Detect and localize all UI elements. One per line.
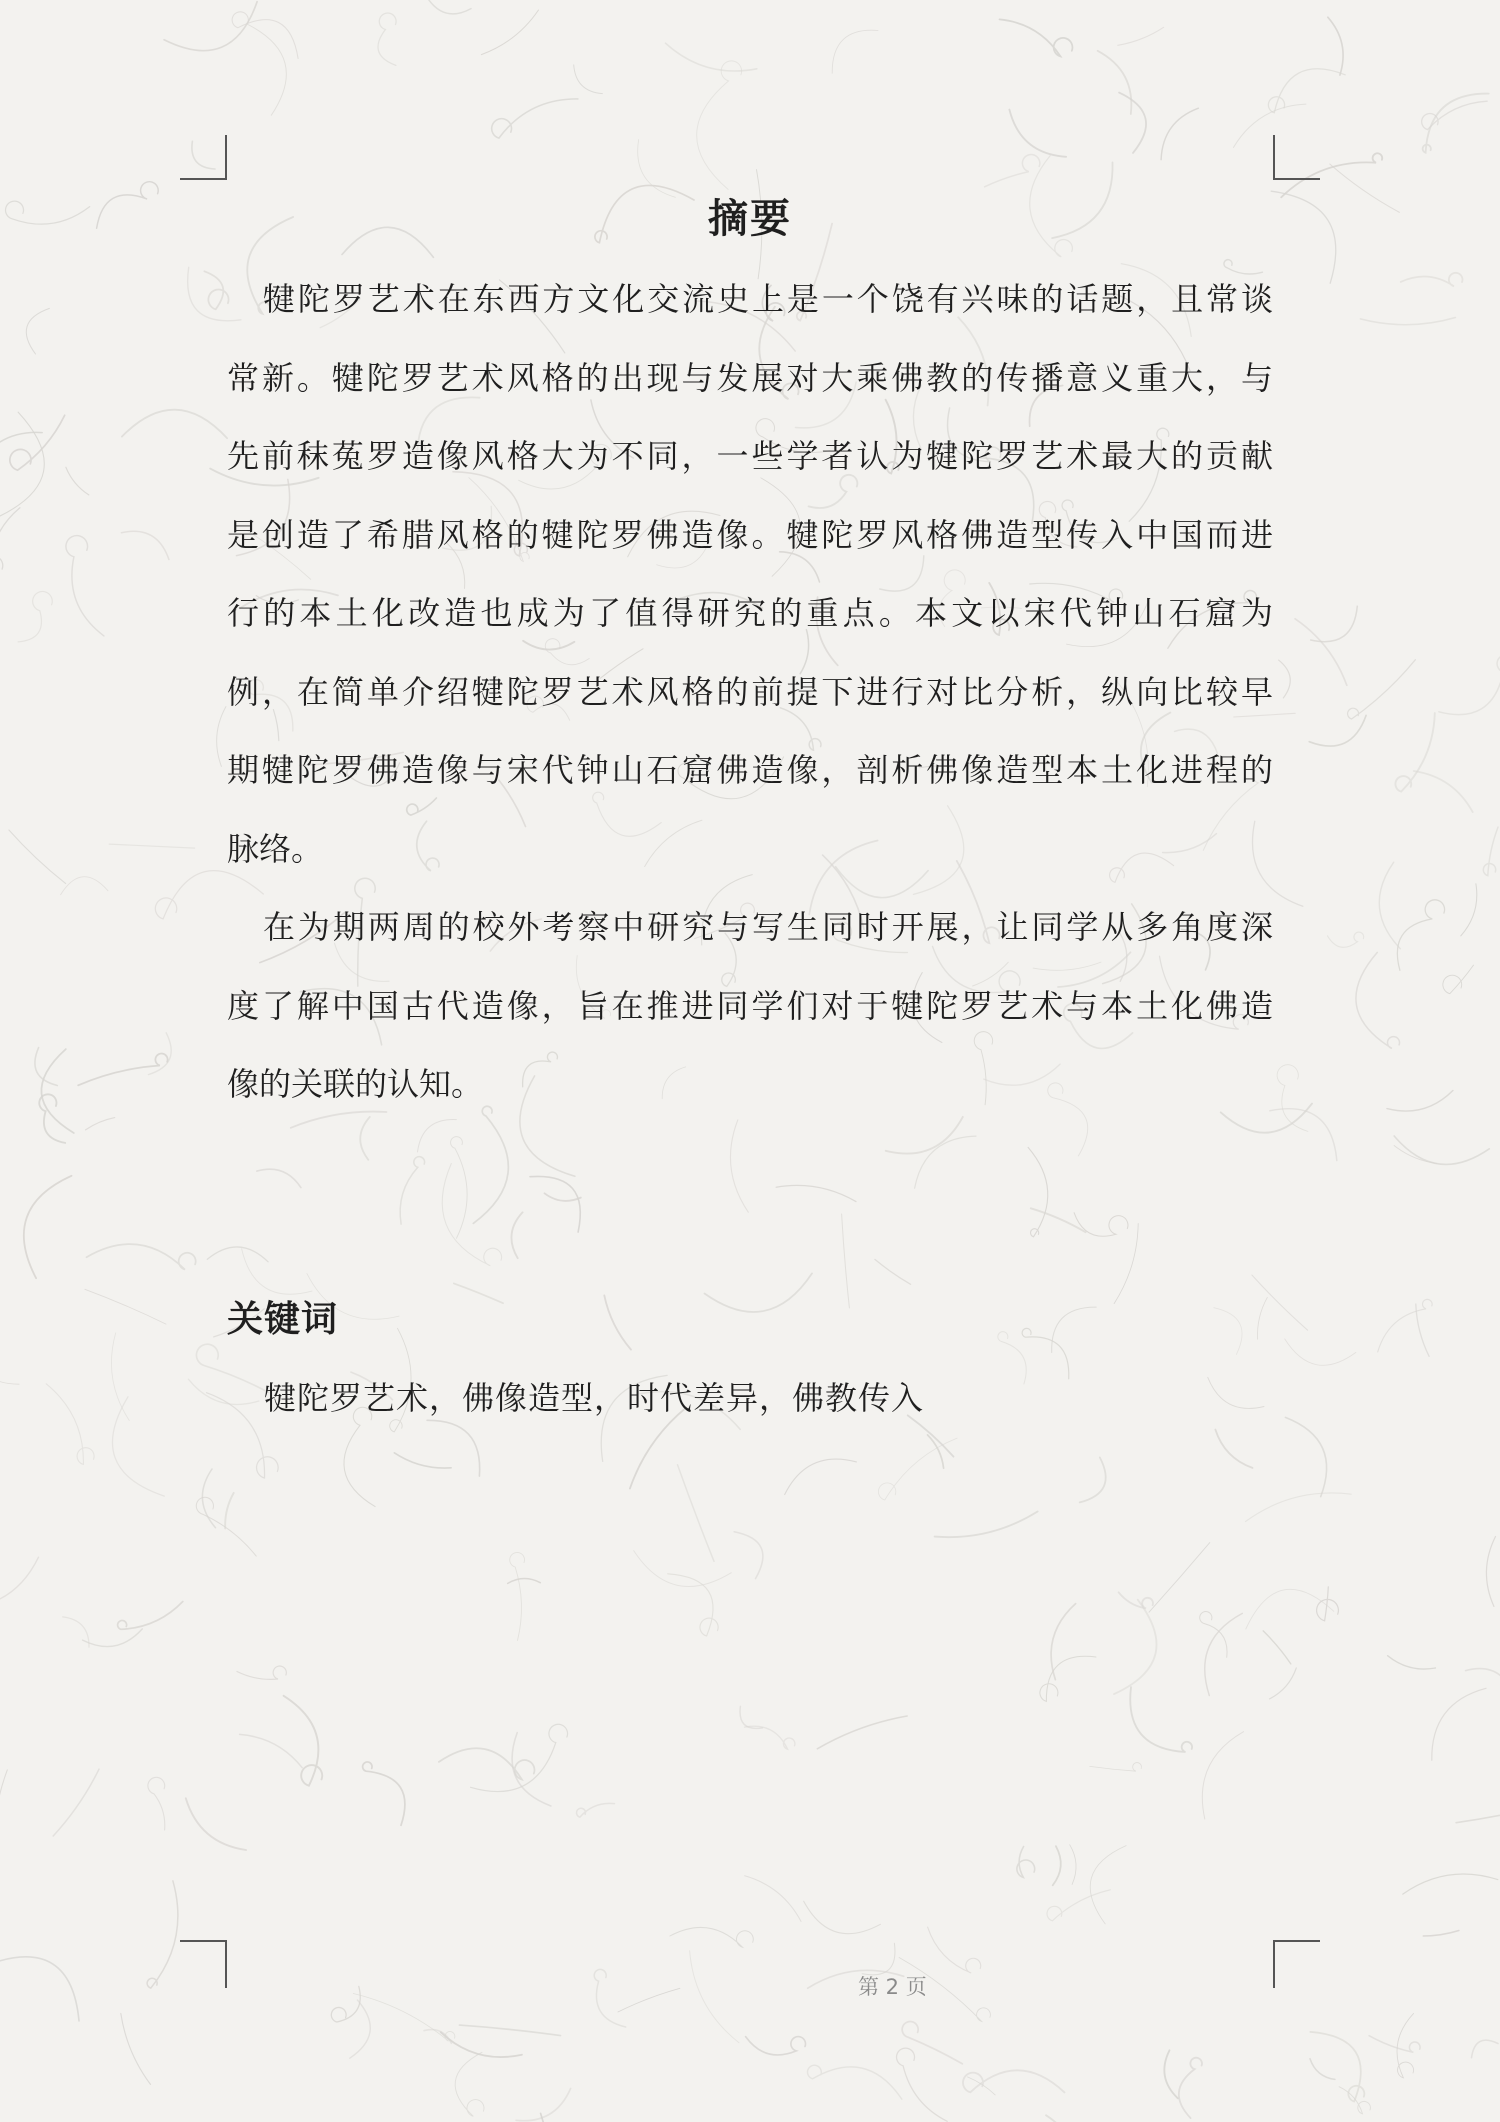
texture-swirl	[594, 1969, 625, 2027]
texture-swirl	[1000, 19, 1073, 56]
texture-swirl	[378, 13, 396, 65]
texture-swirl	[196, 1497, 256, 1556]
texture-swirl	[118, 1602, 183, 1630]
texture-swirl	[1379, 862, 1400, 949]
texture-swirl	[248, 25, 286, 116]
texture-swirl	[1161, 108, 1198, 160]
texture-swirl	[746, 2037, 806, 2055]
texture-swirl	[121, 531, 168, 559]
texture-swirl	[935, 1512, 1038, 1538]
texture-swirl	[10, 415, 65, 470]
texture-swirl	[1309, 715, 1366, 746]
texture-swirl	[24, 1176, 72, 1278]
text-line: 是创造了希腊风格的犍陀罗佛造像。犍陀罗风格佛造型传入中国而进	[227, 515, 1273, 554]
texture-swirl	[148, 1777, 165, 1830]
texture-swirl	[78, 1054, 167, 1086]
texture-swirl	[508, 1579, 541, 1584]
texture-swirl	[678, 1465, 715, 1562]
texture-swirl	[1356, 952, 1400, 1048]
texture-swirl	[1040, 1656, 1096, 1701]
texture-swirl	[1270, 1109, 1337, 1161]
texture-swirl	[1432, 1688, 1486, 1760]
page-number: 第 2 页	[858, 1975, 927, 1999]
text-line: 先前秣菟罗造像风格大为不同，一些学者认为犍陀罗艺术最大的贡献	[227, 437, 1273, 475]
texture-swirl	[1285, 1339, 1356, 1365]
texture-swirl	[257, 1169, 301, 1187]
texture-swirl	[1369, 2036, 1420, 2053]
texture-swirl	[740, 1706, 762, 1728]
texture-swirl	[121, 2013, 151, 2084]
abstract-body	[227, 260, 1273, 1124]
text-line: 例，在简单介绍犍陀罗艺术风格的前提下进行对比分析，纵向比较早	[227, 672, 1273, 711]
texture-swirl	[842, 1214, 850, 1308]
texture-swirl	[46, 1384, 94, 1465]
texture-swirl	[510, 1552, 525, 1640]
texture-swirl	[1119, 93, 1146, 153]
texture-swirl	[670, 1927, 753, 1947]
texture-swirl	[18, 591, 52, 641]
texture-swirl	[618, 1988, 680, 2012]
texture-swirl	[1022, 1328, 1069, 1378]
texture-swirl	[1268, 69, 1345, 113]
texture-swirl	[1388, 1656, 1436, 1669]
texture-swirl	[1053, 1846, 1061, 1885]
texture-swirl	[1080, 1457, 1106, 1502]
texture-swirl	[0, 1957, 79, 2021]
texture-swirl	[785, 1459, 857, 1494]
texture-swirl	[690, 1951, 739, 2043]
texture-swirl	[1310, 2059, 1335, 2080]
texture-swirl	[1360, 318, 1455, 325]
texture-swirl	[512, 1733, 551, 1806]
texture-swirl	[1257, 1297, 1267, 1339]
texture-swirl	[1328, 17, 1343, 75]
texture-swirl	[41, 1049, 73, 1133]
texture-swirl	[439, 1748, 535, 1779]
texture-swirl	[1090, 1763, 1142, 1772]
texture-swirl	[441, 2032, 522, 2057]
abstract-paragraph-2	[227, 888, 1273, 1124]
texture-swirl	[730, 1120, 748, 1212]
texture-swirl	[1311, 606, 1358, 642]
texture-swirl	[186, 1798, 246, 1850]
texture-swirl	[66, 536, 104, 636]
texture-swirl	[1118, 27, 1164, 45]
texture-swirl	[122, 410, 227, 439]
texture-swirl	[745, 1726, 795, 1749]
texture-swirl	[1285, 1417, 1326, 1496]
keywords-heading: 关键词	[227, 1299, 339, 1340]
texture-swirl	[1149, 1543, 1210, 1613]
texture-swirl	[35, 1048, 57, 1086]
texture-swirl	[1017, 1847, 1035, 1878]
texture-swirl	[1416, 1304, 1429, 1356]
texture-swirl	[109, 844, 194, 848]
texture-swirl	[1403, 1874, 1498, 1894]
texture-swirl	[53, 1769, 99, 1836]
crop-mark-bottom-right	[1273, 1940, 1320, 1988]
texture-swirl	[455, 2052, 484, 2116]
texture-swirl	[1328, 932, 1364, 947]
texture-swirl	[1130, 1687, 1192, 1752]
texture-swirl	[1397, 2013, 1414, 2077]
texture-swirl	[985, 155, 1040, 187]
texture-swirl	[516, 2089, 571, 2121]
texture-swirl	[471, 1724, 568, 1791]
texture-swirl	[745, 1876, 801, 1922]
texture-swirl	[66, 467, 89, 495]
texture-swirl	[1414, 771, 1473, 812]
texture-swirl	[26, 308, 49, 354]
abstract-title: 摘要	[708, 196, 792, 242]
texture-swirl	[481, 10, 538, 55]
texture-swirl	[86, 1118, 115, 1130]
texture-swirl	[164, 2, 257, 51]
crop-mark-top-left	[180, 135, 227, 180]
texture-swirl	[604, 1295, 631, 1349]
texture-swirl	[577, 1803, 615, 1817]
text-line: 像的关联的认知。	[227, 1065, 484, 1103]
texture-swirl	[1164, 2050, 1177, 2098]
text-line: 常新。犍陀罗艺术风格的出现与发展对大乘佛教的传播意义重大，与	[227, 358, 1273, 397]
texture-swirl	[331, 1986, 360, 2022]
texture-swirl	[1200, 1612, 1227, 1658]
texture-swirl	[1456, 1799, 1500, 1822]
texture-swirl	[1114, 1600, 1157, 1694]
texture-swirl	[0, 1336, 19, 1384]
texture-swirl	[1114, 1224, 1138, 1304]
texture-swirl	[1439, 655, 1500, 715]
texture-swirl	[1246, 1589, 1334, 1629]
texture-swirl	[204, 271, 228, 309]
texture-swirl	[705, 1273, 813, 1312]
texture-swirl	[1214, 1308, 1242, 1355]
texture-swirl	[1074, 1213, 1128, 1237]
texture-swirl	[1090, 1846, 1126, 1924]
texture-swirl	[400, 1157, 424, 1224]
texture-swirl	[807, 2065, 901, 2099]
crop-mark-bottom-left	[180, 1940, 227, 1988]
texture-swirl	[1317, 1587, 1339, 1621]
texture-swirl	[1202, 1732, 1243, 1819]
texture-swirl	[1119, 1592, 1153, 1608]
texture-swirl	[454, 1283, 503, 1303]
texture-swirl	[1472, 2040, 1499, 2058]
texture-swirl	[1208, 1377, 1264, 1408]
texture-swirl	[1461, 884, 1477, 936]
texture-swirl	[541, 2113, 569, 2122]
texture-swirl	[697, 61, 742, 190]
texture-swirl	[473, 1106, 508, 1223]
texture-swirl	[284, 1696, 323, 1786]
texture-swirl	[574, 65, 603, 94]
texture-swirl	[915, 1136, 976, 1188]
text-line: 度了解中国古代造像，旨在推进同学们对于犍陀罗艺术与本土化佛造	[227, 986, 1273, 1025]
text-line: 期犍陀罗佛造像与宋代钟山石窟佛造像，剖析佛像造型本土化进程的	[227, 751, 1273, 789]
texture-swirl	[1070, 1845, 1076, 1885]
texture-swirl	[242, 1249, 312, 1295]
texture-swirl	[1295, 619, 1347, 686]
texture-swirl	[61, 877, 108, 895]
texture-swirl	[776, 1185, 856, 1201]
texture-swirl	[1387, 1091, 1453, 1112]
abstract-paragraph-1	[227, 260, 1273, 888]
texture-swirl	[1486, 1537, 1495, 1607]
texture-swirl	[0, 1770, 7, 1805]
texture-swirl	[1098, 51, 1132, 114]
texture-swirl	[1443, 965, 1474, 994]
texture-swirl	[817, 1716, 907, 1749]
texture-swirl	[442, 1164, 501, 1266]
text-line: 脉络。	[227, 829, 324, 868]
texture-swirl	[418, 1120, 457, 1152]
text-line: 犍陀罗艺术在东西方文化交流史上是一个饶有兴味的话题，且常谈	[263, 280, 1273, 318]
texture-swirl	[363, 1762, 405, 1825]
texture-swirl	[804, 1901, 881, 1933]
texture-swirl	[240, 1734, 303, 1767]
texture-swirl	[1277, 1065, 1308, 1132]
texture-swirl	[459, 2025, 560, 2036]
texture-swirl	[1401, 273, 1463, 286]
texture-swirl	[63, 1617, 89, 1647]
texture-swirl	[1423, 1931, 1459, 1937]
texture-swirl	[1270, 1668, 1297, 1699]
texture-swirl	[85, 1289, 166, 1324]
texture-swirl	[1263, 1631, 1291, 1664]
texture-swirl	[530, 1176, 580, 1232]
texture-swirl	[1310, 2032, 1364, 2102]
texture-swirl	[668, 1574, 718, 1636]
texture-swirl	[1215, 1430, 1252, 1468]
texture-swirl	[207, 1247, 268, 1262]
texture-swirl	[1395, 713, 1434, 792]
texture-swirl	[0, 1557, 39, 1607]
texture-swirl	[734, 1532, 763, 1579]
texture-swirl	[545, 1193, 581, 1201]
texture-swirl	[1466, 1669, 1500, 1695]
texture-swirl	[9, 830, 66, 884]
texture-swirl	[111, 1333, 129, 1421]
texture-swirl	[424, 2030, 451, 2044]
texture-swirl	[1394, 1136, 1489, 1164]
texture-swirl	[1483, 827, 1498, 876]
texture-swirl	[350, 2000, 370, 2058]
texture-swirl	[237, 1666, 286, 1679]
texture-swirl	[1179, 2058, 1202, 2118]
texture-swirl	[634, 1551, 732, 1587]
texture-swirl	[1279, 660, 1291, 698]
text-line: 行的本土化改造也成为了值得研究的重点。本文以宋代钟山石窟为	[227, 594, 1273, 632]
texture-swirl	[963, 2070, 1065, 2092]
texture-swirl	[1246, 1493, 1352, 1522]
texture-swirl	[225, 1493, 234, 1529]
texture-swirl	[87, 1244, 196, 1269]
texture-swirl	[196, 1344, 268, 1392]
texture-swirl	[112, 1397, 164, 1496]
texture-swirl	[1028, 1147, 1048, 1236]
texture-swirl	[511, 1212, 522, 1258]
texture-swirl	[427, 0, 471, 14]
texture-swirl	[451, 1137, 468, 1239]
texture-swirl	[1047, 1890, 1110, 1921]
keywords-list: 犍陀罗艺术，佛像造型，时代差异，佛教传入	[264, 1379, 925, 1417]
texture-swirl	[1252, 1275, 1308, 1330]
texture-swirl	[1348, 660, 1416, 719]
text-line: 在为期两周的校外考察中研究与写生同时开展，让同学从多角度深	[263, 908, 1273, 946]
texture-swirl	[0, 412, 44, 517]
texture-swirl	[897, 2048, 948, 2121]
texture-swirl	[666, 43, 757, 71]
texture-swirl	[217, 707, 226, 767]
texture-swirl	[1046, 2115, 1077, 2122]
texture-swirl	[928, 1927, 981, 1973]
texture-swirl	[1009, 110, 1066, 157]
texture-swirl	[875, 1259, 911, 1284]
texture-swirl	[492, 99, 578, 138]
texture-swirl	[0, 508, 20, 575]
texture-swirl	[832, 30, 878, 73]
texture-swirl	[147, 1881, 178, 1988]
texture-swirl	[998, 1332, 1026, 1384]
texture-swirl	[1397, 900, 1444, 970]
texture-swirl	[394, 1453, 451, 1468]
texture-swirl	[928, 1435, 944, 1468]
texture-swirl	[902, 2021, 962, 2063]
texture-swirl	[83, 1629, 143, 1647]
crop-mark-top-right	[1273, 135, 1320, 180]
